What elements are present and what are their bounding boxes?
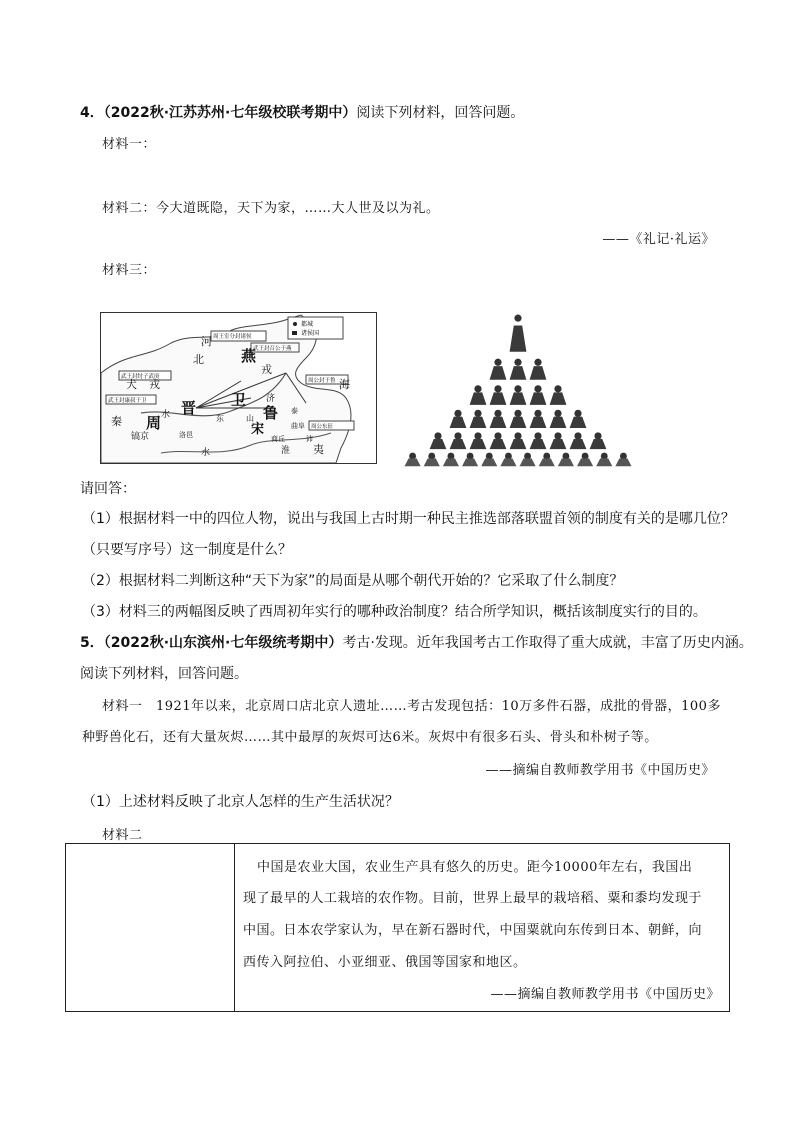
label-shan: 山 [246,414,254,423]
pyramid-figure [490,410,507,428]
q4-sub3: （3）材料三的两幅图反映了西周初年实行的哪种政治制度？结合所学知识，概括该制度实行的目的。 [82,604,707,620]
label-wei: 卫 [231,391,247,409]
label-shui1: 水 [161,410,171,420]
label-ji: 济 [266,394,276,404]
q5-material2-line4: 西传入阿拉伯、小亚细亚、俄国等国家和地区。 [243,955,527,970]
label-quan: 犬 [126,378,137,391]
western-zhou-enfeoffment-map [100,312,377,464]
callout-2: 周公封于鲁 [308,378,336,384]
q5-material2-source: ——摘编自教师教学用书《中国历史》 [490,987,720,1002]
callout-5: 周公东征 [311,424,334,430]
label-hai: 海 [339,378,350,391]
pyramid-figure [405,453,421,467]
q4-answer-label: 请回答： [80,481,136,497]
pyramid-figure [596,453,612,467]
pyramid-figure [443,453,459,467]
label-yi: 夷 [313,443,324,456]
pyramid-figure [470,432,487,449]
table-image-cell [66,844,234,1011]
pyramid-figure [520,453,536,467]
pyramid-figure [530,359,547,380]
pyramid-figure [490,385,507,405]
callout-0: 周王室分封诸侯 [213,334,252,340]
q5-number: 5． [80,635,104,651]
table-text-cell [234,844,729,1011]
pyramid-figure [481,453,497,467]
pyramid-figure [510,432,527,449]
q4-material2-text: 材料二：今大道既隐，天下为家，……大人世及以为礼。 [102,201,440,216]
pyramid-figure [510,315,527,352]
pyramid-figure [510,385,527,405]
q4-sub2: （2）根据材料二判断这种“天下为家”的局面是从哪个朝代开始的？它采取了什么制度？ [82,573,624,589]
q4-tag: （2022秋·江苏苏州·七年级校联考期中） [103,105,357,121]
label-yan: 燕 [241,347,257,365]
q4-material2-source: ——《礼记·礼运》 [602,232,715,247]
label-shangqiu: 商丘 [271,435,285,443]
label-rong2: 戎 [149,378,160,391]
q5-material1-line1: 材料一 1921年以来，北京周口店北京人遗址……考古发现包括：10万多件石器，成批的骨器，100多 [102,699,721,714]
pyramid-figure [470,410,487,428]
label-qufu: 曲阜 [291,422,305,430]
pyramid-svg [398,308,638,468]
legend-capital: 都城 [301,322,314,328]
q4-heading [80,102,524,122]
pyramid-figure [510,410,527,428]
callout-3: 武王封纣子武庚 [121,374,160,380]
q5-material2-label: 材料二 [102,828,143,843]
pyramid-figure [550,432,567,449]
q4-material1-label: 材料一： [102,137,157,152]
label-haojing: 镐京 [131,432,150,442]
q5-material1-source: ——摘编自教师教学用书《中国历史》 [485,763,715,778]
pyramid-figure [510,359,527,380]
label-huai: 淮 [281,446,291,456]
pyramid-figure [530,432,547,449]
pyramid-figure [470,385,487,405]
pyramid-figure [615,453,631,467]
q4-sub1: （1）根据材料一中的四位人物，说出与我国上古时期一种民主推选部落联盟首领的制度有关的是哪几位？ [82,511,735,527]
map-svg [101,313,376,463]
label-rong1: 戎 [261,363,272,376]
label-bei: 北 [193,353,204,366]
q4-sub1b: （只要写序号）这一制度是什么？ [82,542,292,558]
q5-material2-line1: 中国是农业大国，农业生产具有悠久的历史。距今10000年左右，我国出 [257,860,693,875]
pyramid-figure [450,410,467,428]
q5-heading [80,632,753,652]
callout-1: 武王封召公于燕 [253,346,292,352]
q5-tag: （2022秋·山东滨州·七年级统考期中） [103,635,343,651]
label-lu: 鲁 [263,404,279,422]
q5-prompt2: 阅读下列材料，回答问题。 [80,666,248,682]
label-pei: 沛 [306,435,313,443]
label-luoyi: 洛邑 [179,431,193,439]
pyramid-figure [558,453,574,467]
pyramid-figure [450,432,467,449]
label-qin: 秦 [111,415,122,428]
label-dong: 东 [216,414,224,423]
pyramid-figure [570,432,587,449]
q5-material2-table [65,843,730,1012]
pyramid-figure [500,453,516,467]
label-zhou: 周 [146,414,162,432]
q4-prompt: 阅读下列材料，回答问题。 [356,105,525,121]
feudal-hierarchy-pyramid [398,308,638,468]
q5-sub1: （1）上述材料反映了北京人怎样的生产生活状况？ [82,794,399,810]
pyramid-figure [490,432,507,449]
pyramid-figure [530,410,547,428]
q5-material2-line2: 现了最早的人工栽培的农作物。目前，世界上最早的栽培稻、粟和黍均发现于 [243,891,703,906]
pyramid-figure [550,410,567,428]
q5-material1-line2: 种野兽化石，还有大量灰烬……其中最厚的灰烬可达6米。灰烬中有很多石头、骨头和朴树子等。 [82,730,658,745]
pyramid-figure [590,432,607,449]
callout-4: 武王封康叔于卫 [108,398,147,404]
pyramid-figure [570,410,587,428]
q5-material2-line3: 中国。日本农学家认为，早在新石器时代，中国粟就向东传到日本、朝鲜，向 [243,923,703,938]
label-shui2: 水 [201,448,211,458]
pyramid-figure [550,385,567,405]
q4-material3-label: 材料三： [102,263,157,278]
pyramid-figure [539,453,555,467]
label-he: 河 [201,335,212,348]
q5-prompt: 考古·发现。近年我国考古工作取得了重大成就，丰富了历史内涵。 [342,635,753,651]
pyramid-figure [490,359,507,380]
label-song: 宋 [251,422,265,437]
pyramid-figure [577,453,593,467]
label-jin: 晋 [181,399,197,417]
q4-number: 4． [80,105,104,121]
pyramid-figure [430,432,447,449]
pyramid-figure [462,453,478,467]
label-tai: 泰 [291,407,298,415]
pyramid-figure [424,453,440,467]
pyramid-figure [530,385,547,405]
legend-state: 诸侯国 [301,331,320,337]
